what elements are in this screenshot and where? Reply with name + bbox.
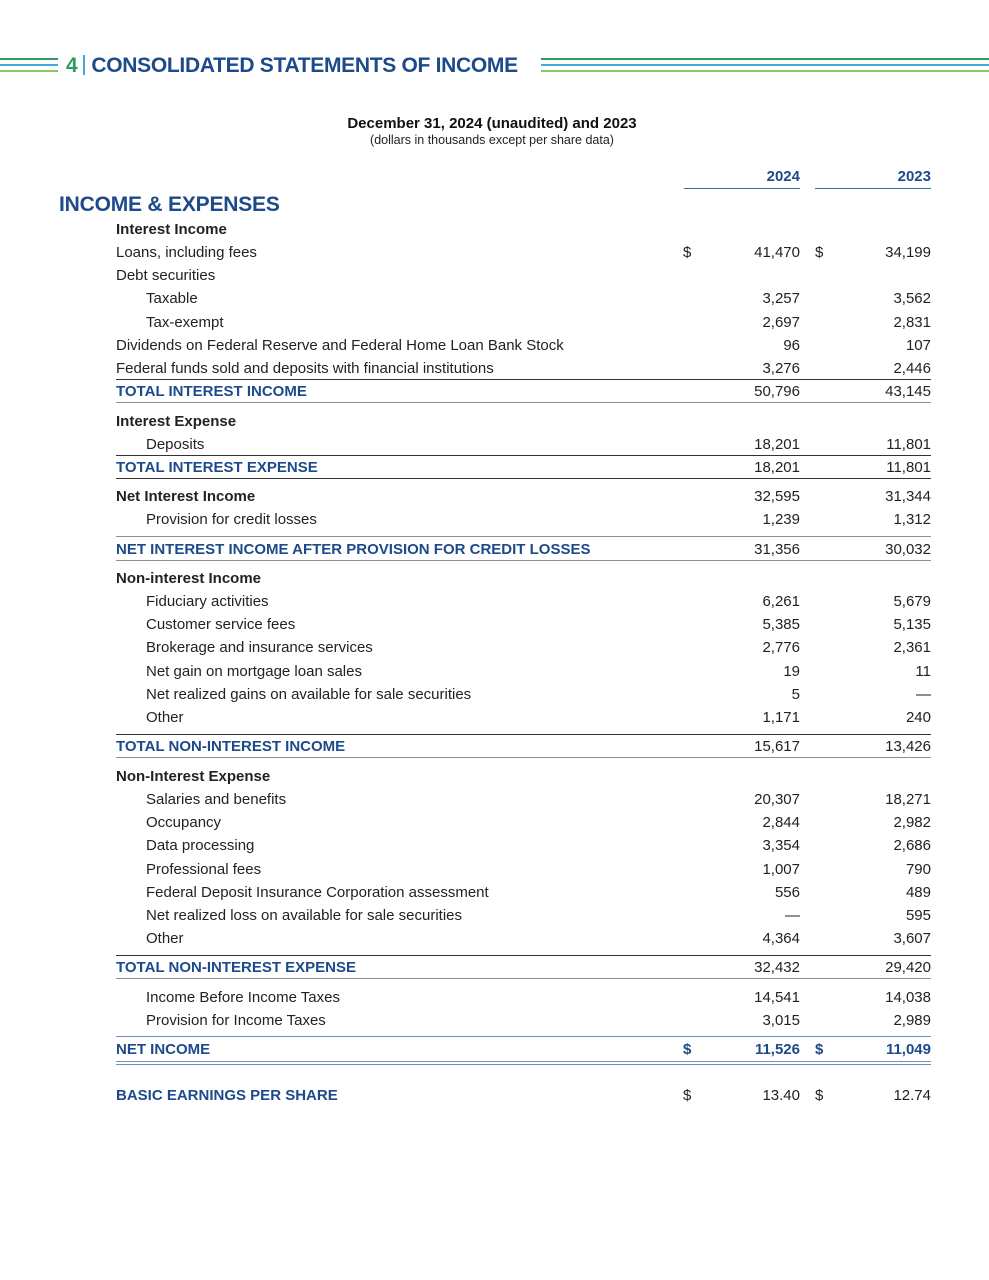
row-label: Interest Income	[116, 221, 227, 238]
dollar-sign: $	[683, 244, 692, 261]
total-rule	[116, 402, 931, 403]
value-2023: 11,801	[886, 436, 931, 453]
value-2023: 489	[905, 884, 931, 901]
header-stripes-left	[0, 56, 58, 76]
table-row	[116, 288, 931, 310]
value-2023: 11	[915, 663, 931, 680]
value-2023: 29,420	[885, 959, 931, 976]
value-2024: 19	[783, 663, 800, 680]
total-rule	[116, 757, 931, 758]
row-label: Data processing	[146, 837, 255, 854]
value-2024: 18,201	[754, 436, 800, 453]
subtotal-rule	[116, 734, 931, 735]
row-label: Occupancy	[146, 814, 222, 831]
value-2023: 31,344	[885, 488, 931, 505]
row-label: Fiduciary activities	[146, 593, 269, 610]
row-label: TOTAL INTEREST EXPENSE	[116, 459, 318, 476]
value-2023: 107	[905, 337, 931, 354]
value-2024: 41,470	[754, 244, 800, 261]
table-row	[116, 661, 931, 683]
value-2024: 5,385	[762, 616, 800, 633]
row-label: TOTAL INTEREST INCOME	[116, 383, 307, 400]
value-2024: 1,007	[762, 861, 800, 878]
row-label: NET INTEREST INCOME AFTER PROVISION FOR CREDIT LOSSES	[116, 541, 591, 558]
row-label: NET INCOME	[116, 1041, 211, 1058]
row-label: Brokerage and insurance services	[146, 639, 373, 656]
row-label: Non-interest Income	[116, 570, 262, 587]
row-non-interest-income-heading	[116, 568, 931, 590]
value-2023: 595	[905, 907, 931, 924]
value-2024: 20,307	[754, 791, 800, 808]
table-row	[116, 1010, 931, 1032]
total-row	[116, 736, 931, 758]
value-2024: 15,617	[754, 738, 800, 755]
total-row	[116, 381, 931, 403]
value-2023: 2,982	[893, 814, 931, 831]
total-row	[116, 957, 931, 979]
table-row	[116, 835, 931, 857]
value-2024: 3,354	[762, 837, 800, 854]
value-2023: 5,679	[893, 593, 931, 610]
table-row	[116, 987, 931, 1009]
total-rule	[116, 978, 931, 979]
row-label: TOTAL NON-INTEREST INCOME	[116, 738, 346, 755]
header-stripes-right	[541, 56, 989, 76]
table-row	[116, 509, 931, 531]
value-2024: —	[785, 907, 800, 924]
value-2024: 1,171	[762, 709, 800, 726]
subtotal-rule	[116, 455, 931, 456]
page-header	[0, 52, 989, 80]
value-2023: 18,271	[885, 791, 931, 808]
value-2023: 12.74	[893, 1087, 931, 1104]
value-2024: 3,276	[762, 360, 800, 377]
row-label: Interest Expense	[116, 413, 237, 430]
value-2023: 2,446	[893, 360, 931, 377]
column-header-2023: 2023	[815, 168, 931, 189]
statement-title: CONSOLIDATED STATEMENTS OF INCOME	[91, 54, 518, 77]
value-2024: 11,526	[754, 1041, 800, 1058]
value-2024: 31,356	[754, 541, 800, 558]
row-label: TOTAL NON-INTEREST EXPENSE	[116, 959, 357, 976]
value-2023: 13,426	[885, 738, 931, 755]
row-label: Deposits	[146, 436, 205, 453]
value-2024: 2,844	[762, 814, 800, 831]
dollar-sign: $	[815, 1087, 824, 1104]
total-row	[116, 539, 931, 561]
net-income-row	[116, 1039, 931, 1061]
dollar-sign: $	[815, 1041, 824, 1058]
row-non-interest-expense-heading	[116, 766, 931, 788]
statement-subtitle	[0, 115, 989, 147]
row-label: Federal Deposit Insurance Corporation assessment	[146, 884, 489, 901]
value-2023: 5,135	[893, 616, 931, 633]
dollar-sign: $	[683, 1041, 692, 1058]
value-2023: 34,199	[885, 244, 931, 261]
row-label: Federal funds sold and deposits with financial institutions	[116, 360, 494, 377]
dollar-sign: $	[683, 1087, 692, 1104]
value-2023: 2,361	[893, 639, 931, 656]
title-divider	[83, 55, 85, 75]
row-label: Professional fees	[146, 861, 262, 878]
value-2023: 43,145	[885, 383, 931, 400]
value-2024: 50,796	[754, 383, 800, 400]
table-row	[116, 434, 931, 456]
table-row	[116, 242, 931, 264]
table-row	[116, 882, 931, 904]
value-2024: 3,257	[762, 290, 800, 307]
value-2023: 790	[905, 861, 931, 878]
value-2023: 30,032	[885, 541, 931, 558]
row-label: Customer service fees	[146, 616, 296, 633]
row-label: Debt securities	[116, 267, 216, 284]
value-2023: 1,312	[893, 511, 931, 528]
table-row	[116, 614, 931, 636]
value-2023: 11,801	[886, 459, 931, 476]
row-label: Net realized loss on available for sale securities	[146, 907, 462, 924]
total-row	[116, 457, 931, 479]
value-2024: 2,776	[762, 639, 800, 656]
row-label: Income Before Income Taxes	[146, 989, 340, 1006]
row-label: Other	[146, 709, 184, 726]
table-row	[116, 265, 931, 287]
value-2024: 5	[791, 686, 800, 703]
double-underline-rule	[116, 1061, 931, 1062]
statement-units: (dollars in thousands except per share data)	[370, 133, 614, 147]
subtotal-rule	[116, 536, 931, 537]
row-label: Dividends on Federal Reserve and Federal Home Loan Bank Stock	[116, 337, 564, 354]
table-row	[116, 707, 931, 729]
value-2023: 2,989	[893, 1012, 931, 1029]
total-rule	[116, 560, 931, 561]
row-label: Salaries and benefits	[146, 791, 287, 808]
table-row	[116, 486, 931, 508]
dollar-sign: $	[815, 244, 824, 261]
table-row	[116, 812, 931, 834]
page-title	[66, 54, 518, 78]
value-2024: 32,595	[754, 488, 800, 505]
value-2023: 3,607	[893, 930, 931, 947]
value-2023: 3,562	[893, 290, 931, 307]
row-label: Other	[146, 930, 184, 947]
statement-date: December 31, 2024 (unaudited) and 2023	[347, 115, 637, 132]
subtotal-rule	[116, 379, 931, 380]
subtotal-rule	[116, 955, 931, 956]
total-rule	[116, 478, 931, 479]
table-row	[116, 905, 931, 927]
column-header-2024: 2024	[684, 168, 800, 189]
value-2024: 14,541	[754, 989, 800, 1006]
row-label: Non-Interest Expense	[116, 768, 271, 785]
table-row	[116, 859, 931, 881]
eps-row	[116, 1085, 931, 1107]
table-row	[116, 684, 931, 706]
row-label: Net gain on mortgage loan sales	[146, 663, 362, 680]
table-row	[116, 637, 931, 659]
value-2023: 2,686	[893, 837, 931, 854]
row-label: Provision for Income Taxes	[146, 1012, 326, 1029]
value-2023: —	[916, 686, 931, 703]
table-row	[116, 789, 931, 811]
table-row	[116, 928, 931, 950]
value-2024: 13.40	[762, 1087, 800, 1104]
row-interest-income-heading	[116, 219, 931, 241]
value-2024: 18,201	[754, 459, 800, 476]
row-label: Provision for credit losses	[146, 511, 317, 528]
section-title: INCOME & EXPENSES	[59, 193, 280, 216]
page-number: 4	[66, 54, 78, 77]
row-label: Taxable	[146, 290, 198, 307]
value-2024: 6,261	[762, 593, 800, 610]
value-2024: 1,239	[762, 511, 800, 528]
value-2024: 96	[783, 337, 800, 354]
table-row	[116, 358, 931, 380]
row-label: Loans, including fees	[116, 244, 257, 261]
value-2024: 2,697	[762, 314, 800, 331]
table-row	[116, 591, 931, 613]
value-2024: 4,364	[762, 930, 800, 947]
table-row	[116, 312, 931, 334]
value-2024: 3,015	[762, 1012, 800, 1029]
row-interest-expense-heading	[116, 411, 931, 433]
value-2023: 240	[905, 709, 931, 726]
value-2024: 32,432	[754, 959, 800, 976]
row-label: BASIC EARNINGS PER SHARE	[116, 1087, 338, 1104]
row-label: Net Interest Income	[116, 488, 256, 505]
table-row	[116, 335, 931, 357]
row-label: Net realized gains on available for sale securities	[146, 686, 472, 703]
value-2024: 556	[774, 884, 800, 901]
value-2023: 11,049	[885, 1041, 931, 1058]
subtotal-rule	[116, 1036, 931, 1037]
value-2023: 2,831	[893, 314, 931, 331]
row-label: Tax-exempt	[146, 314, 224, 331]
value-2023: 14,038	[885, 989, 931, 1006]
